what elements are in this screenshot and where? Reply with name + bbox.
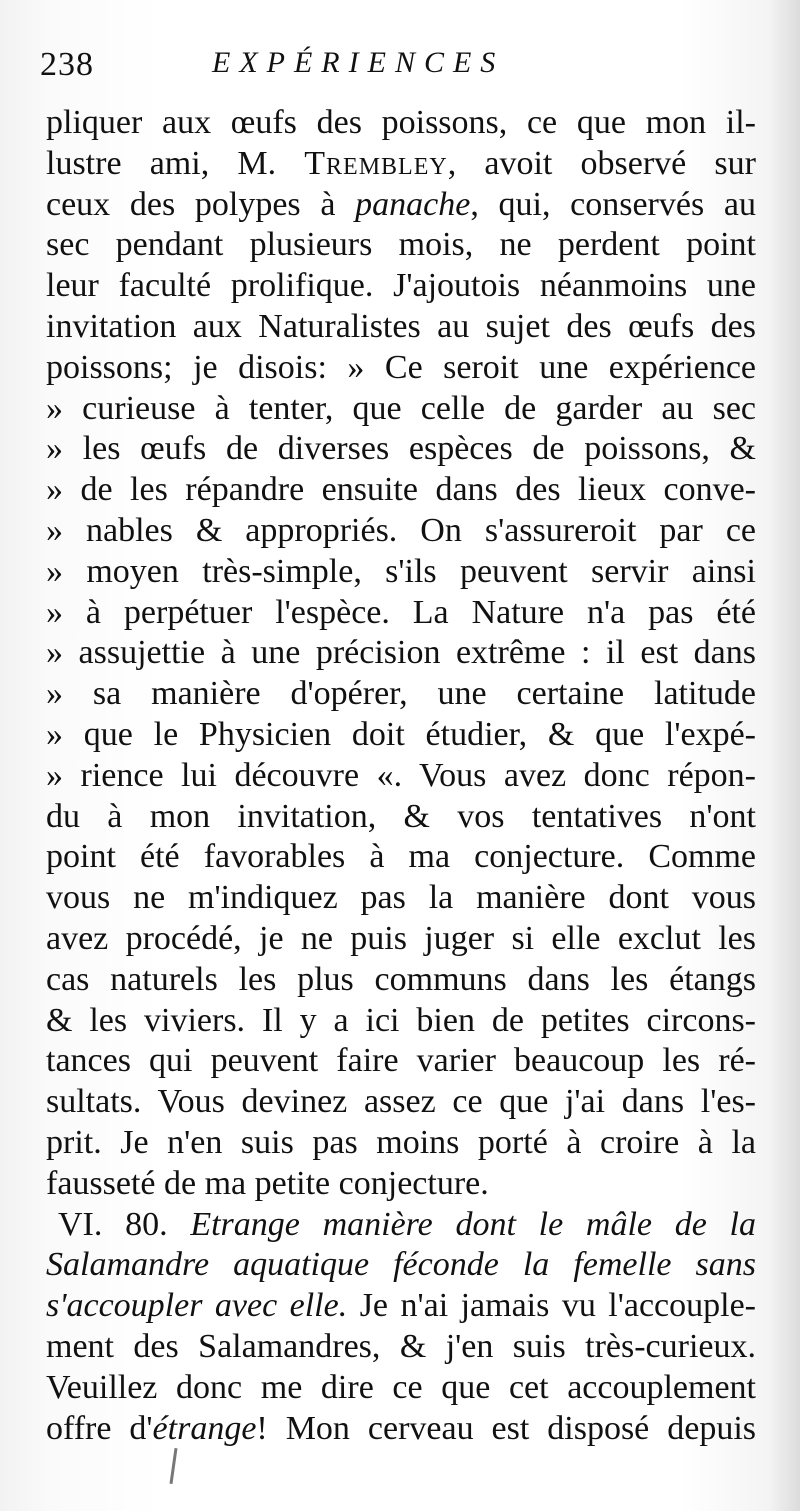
section-number: VI. 80. <box>58 1205 191 1243</box>
section-title-line: Salamandre aquatique féconde la femelle sans <box>46 1246 756 1284</box>
text-line: tances qui peuvent faire varier beaucoup les ré- <box>46 1042 756 1080</box>
text-line: avez procédé, je ne puis juger si elle exclut les <box>46 919 756 957</box>
text-line: lustre ami, M. Trembley, avoit observé sur <box>46 144 756 182</box>
text-line: point été favorables à ma conjecture. Comme <box>46 838 756 876</box>
text-line: poissons; je disois: » Ce seroit une expérience <box>46 348 756 386</box>
ink-mark <box>170 1448 178 1484</box>
italic-term: panache <box>355 185 471 223</box>
name-trembley: Trembley <box>304 144 448 182</box>
section-heading-line <box>46 1205 756 1246</box>
section-title: Etrange manière dont le mâle de la <box>190 1205 756 1243</box>
text-line: ment des Salamandres, & j'en suis très-curieux. <box>46 1327 756 1365</box>
text-line: prit. Je n'en suis pas moins porté à croire à la <box>46 1123 756 1161</box>
text-line: invitation aux Naturalistes au sujet des œufs des <box>46 307 756 345</box>
text-line: ceux des polypes à panache, qui, conservés au <box>46 185 756 223</box>
quoted-line: » moyen très-simple, s'ils peuvent servir ainsi <box>46 552 756 590</box>
page-header <box>40 46 760 92</box>
text-line: leur faculté prolifique. J'ajoutois néanmoins une <box>46 267 756 305</box>
quoted-line: » nables & appropriés. On s'assureroit par ce <box>46 511 756 549</box>
text-line: Veuillez donc me dire ce que cet accouplement <box>46 1368 756 1406</box>
italic-word: étrange <box>152 1409 257 1447</box>
quoted-line: » que le Physicien doit étudier, & que l'expé- <box>46 715 756 753</box>
text-line: sec pendant plusieurs mois, ne perdent point <box>46 226 756 264</box>
text-line: cas naturels les plus communs dans les étangs <box>46 960 756 998</box>
quoted-line: » de les répandre ensuite dans des lieux conve- <box>46 471 756 509</box>
text-line: du à mon invitation, & vos tentatives n'ont <box>46 797 756 835</box>
text-line: pliquer aux œufs des poissons, ce que mon il- <box>46 104 756 141</box>
section-title-end: s'accoupler avec elle. <box>46 1287 348 1325</box>
text-line: fausseté de ma petite conjecture. <box>46 1164 489 1202</box>
body-text <box>46 103 756 1449</box>
running-head: EXPÉRIENCES <box>212 46 505 79</box>
text-line: offre d'étrange! Mon cerveau est disposé depuis <box>46 1409 757 1447</box>
quoted-line: » assujettie à une précision extrême : il est dans <box>46 634 756 672</box>
quoted-line: » curieuse à tenter, que celle de garder au sec <box>46 389 756 427</box>
quoted-line: » les œufs de diverses espèces de poissons, & <box>46 430 756 468</box>
text-line: vous ne m'indiquez pas la manière dont vous <box>46 879 756 917</box>
page-number: 238 <box>40 46 94 83</box>
quoted-line: » sa manière d'opérer, une certaine latitude <box>46 675 756 713</box>
quoted-line: » rience lui découvre «. Vous avez donc répon- <box>46 756 756 794</box>
text-line: sultats. Vous devinez assez ce que j'ai dans l'es- <box>46 1083 756 1121</box>
text-line: & les viviers. Il y a ici bien de petites circons- <box>46 1001 756 1039</box>
quoted-line: » à perpétuer l'espèce. La Nature n'a pas été <box>46 593 756 631</box>
text-line: s'accoupler avec elle. Je n'ai jamais vu l'accouple- <box>46 1287 756 1325</box>
